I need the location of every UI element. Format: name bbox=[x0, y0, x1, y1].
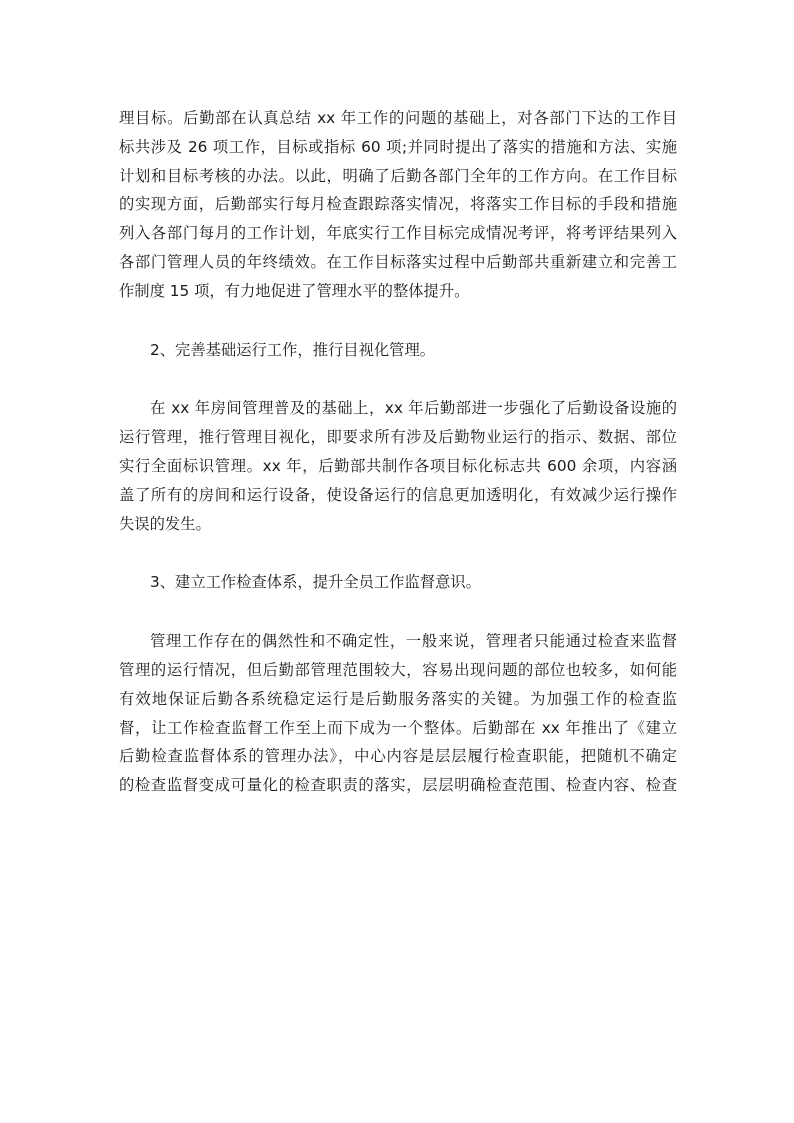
text-line: 盖了所有的房间和运行设备，使设备运行的信息更加透明化，有效减少运行操作 bbox=[119, 485, 677, 504]
text-line: 列入各部门每月的工作计划，年底实行工作目标完成情况考评，将考评结果列入 bbox=[119, 224, 677, 243]
text-line: 后勤检查监督体系的管理办法》，中心内容是层层履行检查职能，把随机不确定 bbox=[119, 747, 677, 766]
text-line: 管理的运行情况，但后勤部管理范围较大，容易出现问题的部位也较多，如何能 bbox=[119, 660, 677, 679]
text-line: 理目标。后勤部在认真总结 xx 年工作的问题的基础上，对各部门下达的工作目 bbox=[119, 109, 677, 127]
text-line: 标共涉及 26 项工作，目标或指标 60 项;并同时提出了落实的措施和方法、实施 bbox=[119, 137, 677, 156]
document-body bbox=[119, 104, 677, 800]
text-line: 实行全面标识管理。xx 年，后勤部共制作各项目标化标志共 600 余项，内容涵 bbox=[119, 456, 677, 475]
paragraph-inspection-system bbox=[119, 627, 677, 800]
text-line: 作制度 15 项，有力地促进了管理水平的整体提升。 bbox=[119, 281, 470, 300]
text-line: 的实现方面，后勤部实行每月检查跟踪落实情况，将落实工作目标的手段和措施 bbox=[119, 195, 677, 214]
text-line: 在 xx 年房间管理普及的基础上，xx 年后勤部进一步强化了后勤设备设施的 bbox=[150, 399, 677, 418]
text-line: 的检查监督变成可量化的检查职责的落实，层层明确检查范围、检查内容、检查 bbox=[119, 776, 677, 795]
text-line: 督，让工作检查监督工作至上而下成为一个整体。后勤部在 xx 年推出了《建立 bbox=[119, 718, 677, 737]
text-line: 计划和目标考核的办法。以此，明确了后勤各部门全年的工作方向。在工作目标 bbox=[119, 166, 677, 185]
section-heading-3: 3、建立工作检查体系，提升全员工作监督意识。 bbox=[150, 573, 481, 592]
text-line: 运行管理，推行管理目视化，即要求所有涉及后勤物业运行的指示、数据、部位 bbox=[119, 428, 677, 447]
text-line: 各部门管理人员的年终绩效。在工作目标落实过程中后勤部共重新建立和完善工 bbox=[119, 252, 677, 271]
paragraph-work-targets bbox=[119, 104, 677, 306]
section-heading-2: 2、完善基础运行工作，推行目视化管理。 bbox=[150, 340, 436, 359]
paragraph-visual-management bbox=[119, 394, 677, 538]
text-line: 有效地保证后勤各系统稳定运行是后勤服务落实的关键。为加强工作的检查监 bbox=[119, 689, 677, 708]
text-line: 失误的发生。 bbox=[119, 514, 211, 533]
text-line: 管理工作存在的偶然性和不确定性，一般来说，管理者只能通过检查来监督 bbox=[150, 632, 677, 651]
